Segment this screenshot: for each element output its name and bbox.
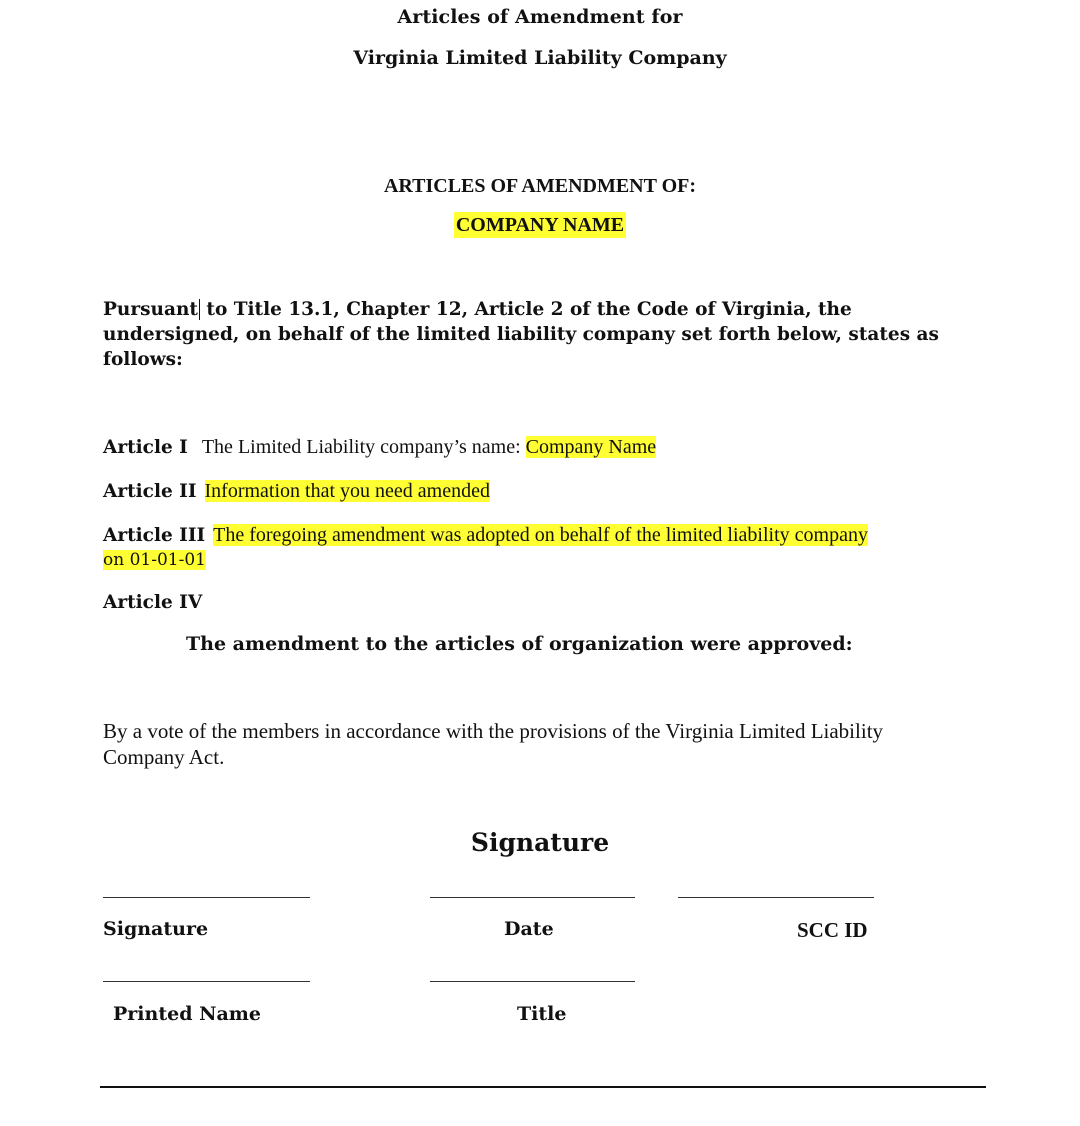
scc-id-line[interactable]	[678, 897, 874, 898]
article-3-adoption-field[interactable]: The foregoing amendment was adopted on behalf of the limited liability company	[213, 524, 868, 546]
approval-statement: The amendment to the articles of organization were approved:	[186, 633, 853, 655]
article-4-label: Article IV	[103, 592, 203, 613]
printed-name-label: Printed Name	[113, 1003, 261, 1025]
pursuant-rest: to Title 13.1, Chapter 12, Article 2 of the Code of Virginia, the undersigned, on behalf of the limited liability company set forth below, states as follows:	[103, 299, 939, 370]
article-3-date-field[interactable]: on 01-01-01	[103, 550, 206, 570]
article-1-row	[103, 434, 983, 461]
article-4-row	[103, 590, 983, 616]
article-1-company-name-field[interactable]: Company Name	[525, 436, 657, 458]
scc-id-label: SCC ID	[797, 918, 868, 942]
signature-line[interactable]	[103, 897, 310, 898]
article-2-amendment-field[interactable]: Information that you need amended	[204, 480, 490, 502]
article-2-label: Article II	[103, 481, 197, 502]
article-3-row	[103, 522, 983, 549]
title-label: Title	[517, 1003, 567, 1025]
article-3-row-line2	[103, 550, 206, 570]
company-name-placeholder[interactable]: COMPANY NAME	[455, 214, 625, 236]
title-line[interactable]	[430, 981, 635, 982]
article-3-label: Article III	[103, 525, 206, 546]
signature-heading: Signature	[470, 828, 610, 857]
document-title-line2: Virginia Limited Liability Company	[353, 47, 727, 69]
pursuant-word: Pursuant	[103, 299, 198, 320]
printed-name-line[interactable]	[103, 981, 310, 982]
bottom-divider	[100, 1086, 986, 1088]
vote-paragraph: By a vote of the members in accordance with the provisions of the Virginia Limited Liability Company Act.	[103, 719, 884, 769]
date-line[interactable]	[430, 897, 635, 898]
article-1-text: The Limited Liability company’s name:	[201, 436, 526, 458]
document-title-line1: Articles of Amendment for	[397, 6, 683, 28]
date-label: Date	[504, 918, 554, 940]
company-name-block	[0, 214, 1080, 237]
article-2-row	[103, 478, 983, 505]
amendment-heading: ARTICLES OF AMENDMENT OF:	[383, 175, 697, 197]
pursuant-paragraph[interactable]	[103, 297, 943, 372]
signature-label: Signature	[103, 918, 209, 940]
article-1-label: Article I	[103, 437, 188, 458]
